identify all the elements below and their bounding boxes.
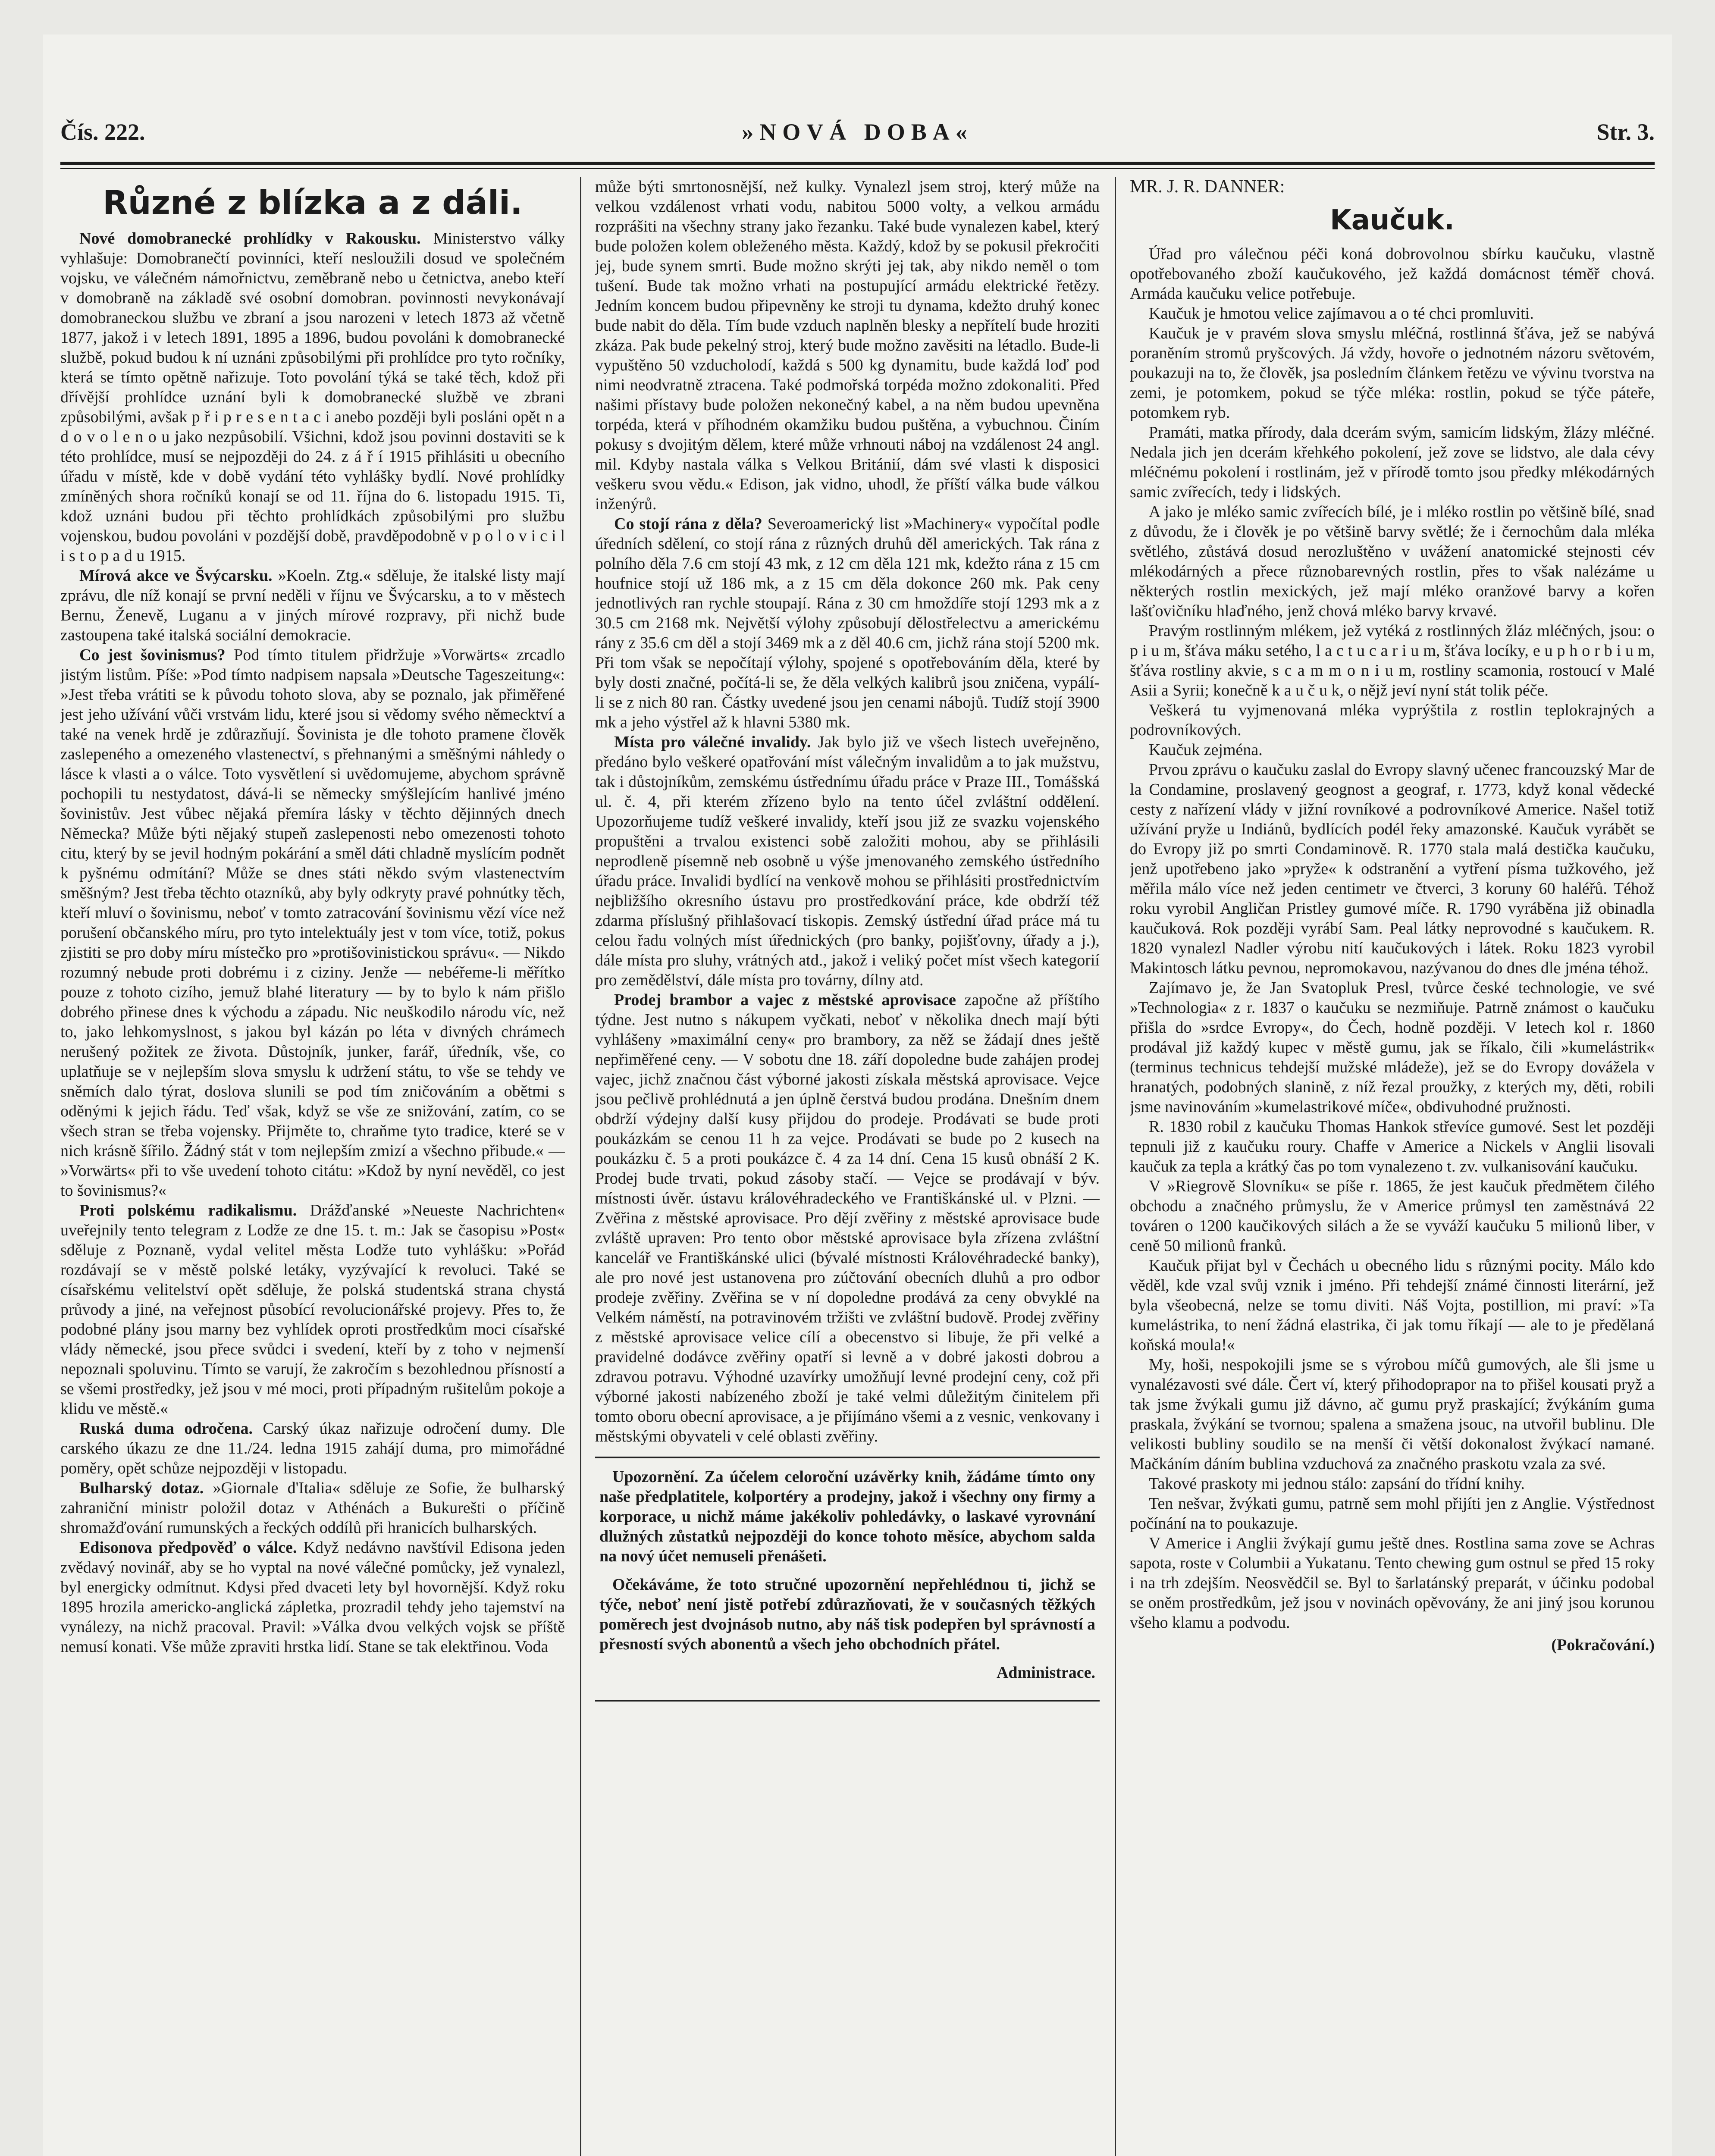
- article-paragraph: [60, 229, 565, 566]
- article-text: Pod tímto titulem přidržuje »Vorwärts« zrcadlo jistým listům. Píše: »Pod tímto nadpisem napsala »Deutsche Tageszeitung«: »Jest třeba vrátiti se k původu tohoto slova, aby se poznalo, jak přiměřené jest jeho užívání vůči vrstvám lidu, které jsou si vědomy svého německtví a také na venek hrdě je zdůrazňují. Šovinista je dle tohoto pramene člověk zaslepeného a omezeného vlastenectví, s přehnanými a směšnými náhledy o lásce k vlasti a o válce. Toto vysvětlení si uvědomujeme, abychom správně pochopili tu nestydatost, dává-li se německy smýšlejícím hanlivé jméno šovinistův. Jest vůbec nějaká přemíra lásky v těchto dějinných dnech Německa? Může býti nějaký stupeň zaslepenosti nebo omezenosti tohoto citu, který by se jevil hodným pokárání a směl dáti chladně myslícím podnět k pyšnému odmítání? Může se dnes státi někdo svým vlastenectvím směšným? Jest třeba těchto otazníků, aby byly odkryty pravé pohnútky těch, kteří mluví o šovinismu, neboť v tomto zatracování šovinismu vězí více než porušení občanského míru, pro tyto intelektuály jest v tom více, totiž, pokus zjistiti se pro doby míru místečko pro »protišovinistickou správu«. — Nikdo rozumný nebude proti dobrému i z ciziny. Jenže — nebéřeme-li měřítko pouze z tohoto cizího, jemuž blahé literatury — by to bylo k nám přišlo dobrého přinese dnes k východu a západu. Nic neuškodilo národu víc, než to, jako lehkomyslnost, s jakou byl kázán po léta v divných chrámech nerušený požitek ze života. Důstojník, junker, farář, úředník, vše, co uplatňuje se v nejlepším slova smyslu k udržení státu, to vše se tehdy ve sněmích dalo týrat, doslova slunili se pod tím zničováním a obětmi s oděnými k jejich řádu. Teď však, když se vše ze snižování, zatím, co se všech stran se třeba vojensky. Přijměte to, chraňme tyto tradice, které se v nich krásně šířilo. Žádný stát v tom nejlepším zmizí a všechno přibude.« — »Vorwärts« při to vše uvedení tohoto citátu: »Kdož by nyní nevěděl, co jest to šovinismus?«: [60, 646, 565, 1200]
- article-text: započne až příštího týdne. Jest nutno s nákupem vyčkati, neboť v několika dnech mají býti vyhlášeny »maximální ceny« pro brambory, za něž se žádají dnes ještě nepřiměřené ceny. — V sobotu dne 18. září dopoledne bude zahájen prodej vajec, jichž značnou část výborné jakosti získala městská aprovisace. Vejce jsou pečlivě prohlédnutá a jen úplně čerstvá budou prodána. Dnešním dnem obdrží výdejny další kusy přijdou do prodeje. Prodávati se bude proti poukázkám se cenou 11 h za vejce. Prodávati se bude po 2 kusech na poukázku č. 5 a proti poukázce č. 4 za 14 dní. Cena 15 kusů obnáší 2 K. Prodej bude trvati, pokud zásoby stačí. — Vejce se prodávají v býv. místnosti úvěr. ústavu královéhradeckého ve Františkánské ul. v Plzni. — Zvěřina z městské aprovisace. Pro dějí zvěřiny z městské aprovisace bude zvláště upraven: Pro tento obor městské aprovisace byla zřízena zvláštní kancelář ve Františkánské ulici (bývalé místnosti Královéhradecké banky), ale pro nové jest ustanovena pro zúčtování obecních dluhů a pro odbor prodeje zvěřiny. Zvěřina se v ní dopoledne prodává za ceny obvyklé na Velkém náměstí, na potravinovém tržišti ve zvláštní budově. Prodej zvěřiny z městské aprovisace velice cílí a obecenstvo si libuje, že při velké a pravidelné dodávce zvěřiny opatří si levně a v dobré jakosti dobrou a zdravou potravu. Výhodné uzavírky umožňují levné prodejní ceny, což při výborné jakosti nabízeného zboží je také velmi důležitým činitelem při tomto oboru obecní aprovisace, a je přijímáno všemi a z vesnic, venkovany i městskými obyvateli v celé oblasti zvěřiny.: [595, 991, 1100, 1445]
- article-heading: Bulharský dotaz.: [79, 1479, 204, 1497]
- article-paragraph: Kaučuk je hmotou velice zajímavou a o té chci promluviti.: [1149, 304, 1534, 323]
- article-heading: Edisonova předpověď o válce.: [79, 1539, 297, 1557]
- article-paragraph: My, hoši, nespokojili jsme se s výrobou míčů gumových, ale šli jsme u vynalézavosti své dále. Čert ví, který přihodoprapor na to přišel kousati pryž a tak jsme žvýkali gumu již dávno, ač gumu pryž praskající; žvýkáním guma praskala, žvýkání se tvornou; spalena a smažena jsouc, na utvořil bublinu. Dle velikosti bubliny soudilo se na menší či větší dokonalost žvýkací namané. Mačkáním dáním bublina vzduchová za značného praskotu vzala za své.: [1130, 1356, 1655, 1473]
- article-paragraph: [60, 1478, 565, 1538]
- notice-paragraph: Očekáváme, že toto stručné upozornění nepřehlédnou ti, jichž se týče, neboť není jistě potřebí zdůrazňovati, že v současných těžkých poměrech jest dvojnásob nutno, aby náš tisk podepřen byl správností a přesností svých abonentů a všech jeho obchodních přátel.: [599, 1576, 1095, 1653]
- column-left: [60, 177, 565, 2156]
- article-paragraph: [60, 1200, 565, 1419]
- article-text: »Giornale d'Italia« sděluje ze Sofie, že bulharský zahraniční ministr položil dotaz v Athénách a Bukurešti o příčině shromažďování rumunských a řeckých oddílů při hranicích bulharských.: [60, 1479, 565, 1537]
- notice-signature: Administrace.: [996, 1664, 1095, 1682]
- column-middle: [595, 177, 1100, 2156]
- article-paragraph: Veškerá tu vyjmenovaná mléka vyprýštila z rostlin teplokrajných a podrovníkových.: [1130, 701, 1655, 739]
- article-paragraph: Pramáti, matka přírody, dala dcerám svým, samicím lidským, žlázy mléčné. Nedala jich jen dcerám křehkého pokolení, jež zove se lidstvo, ale dala cévy mléčnému pokolení i rostlinám, jež v přírodě tomto jsou předky mlékodárných samic zvířecích, tedy i lidských.: [1130, 423, 1655, 501]
- article-paragraph: Kaučuk zejména.: [1149, 741, 1263, 759]
- article-paragraph: [60, 1419, 565, 1478]
- administration-notice: [595, 1457, 1100, 1702]
- article-paragraph: V »Riegrově Slovníku« se píše r. 1865, že jest kaučuk předmětem čilého obchodu a značného průmyslu, že v Americe průmysl ten zaměstnává 22 továren o 1200 kaučikových silách a že se vyváží kaučuku 5 milionů liber, v ceně 50 milionů franků.: [1130, 1177, 1655, 1255]
- article-paragraph: [595, 990, 1100, 1446]
- article-heading: Mírová akce ve Švýcarsku.: [79, 567, 273, 585]
- article-paragraph: Takové praskoty mi jednou stálo: zapsání do třídní knihy.: [1149, 1475, 1525, 1493]
- newspaper-page: [43, 34, 1672, 2156]
- column-divider: [1115, 177, 1116, 2156]
- article-text: Severoamerický list »Machinery« vypočítal podle úředních sdělení, co stojí rána z různých druhů děl amerických. Tak rána z polního děla 7.6 cm stojí 43 mk, z 12 cm děla 121 mk, kdežto rána z 15 cm houfnice stojí už 186 mk, a z 15 cm děla dokonce 260 mk. Pak ceny jednotlivých ran rychle stoupají. Rána z 30 cm hmoždíře stojí 1293 mk a z 30.5 cm 2168 mk. Největší výlohy způsobují dělostřelectvu a americkému rány z 35.6 cm děl a stojí 3469 mk a z děl 40.6 cm, jichž rána stojí 5200 mk. Při tom však se nepočítají výlohy, spojené s opotřebováním děla, které by byly dosti značné, počítá-li se, že děla velkých kalibrů jsou zničena, vypálí-li se z nich 80 ran. Částky uvedené jsou jen cenami nábojů. Tudíž stojí 3900 mk a jeho výstřel až k hlavni 5380 mk.: [595, 515, 1100, 731]
- column-divider: [580, 177, 581, 2156]
- article-paragraph: může býti smrtonosnější, než kulky. Vynalezl jsem stroj, který může na velkou vzdálenost vrhati vodu, nabitou 5000 volty, a velkou armádu rozprášiti na všechny strany jako řezanku. Také bude vynalezen kabel, který bude položen kolem obleženého města. Každý, kdož by se pokusil překročiti jej, bude synem smrti. Bude možno skrýti jej tak, aby nikdo neměl o tom tušení. Bude tak možno vrhati na postupující armádu elektrické řetězy. Jedním koncem budou připevněny ke stroji tu dynama, kdežto druhý konec bude nabit do děla. Tím bude vzduch naplněn blesky a nepřítelí bude hroziti zkáza. Pak bude pekelný stroj, který bude možno zavěsiti na létadlo. Bude-li vypuštěno 50 vzducholodí, každá s 500 kg dynamitu, bude každá loď pod nimi neodvratně ztracena. Také podmořská torpéda možno zdokonaliti. Před našimi přístavy bude položen nekonečný kabel, a na něm budou upevněna torpéda, která v příhodném okamžiku budou puštěna, a vybuchnou. Činím pokusy s dvojitým dělem, které může vrhnouti náboj na vzdálenost 24 angl. mil. Kdyby nastala válka s Velkou Británií, dám své vlasti k disposici veškeru svou vědu.« Edison, jak vidno, uhodl, že příští válka bude válkou inženýrů.: [595, 178, 1100, 513]
- article-paragraph: Kaučuk přijat byl v Čechách u obecného lidu s různými pocity. Málo kdo věděl, kde vzal svůj vznik i jméno. Při tehdejší známé činnosti literární, jež byla všeobecná, nelze se tomu diviti. Náš Vojta, postillion, mi praví: »Ta kumelástrika, to není žádná elastrika, či jak tomu říkají — ale to je předělaná koňská moula!«: [1130, 1257, 1655, 1354]
- article-paragraph: Úřad pro válečnou péči koná dobrovolnou sbírku kaučuku, vlastně opotřebovaného zboží kaučukového, jež každá domácnost téměř chová. Armáda kaučuku velice potřebuje.: [1130, 245, 1655, 303]
- article-text: Když nedávno navštívil Edisona jeden zvědavý novinář, aby se ho vyptal na nové válečné pomůcky, jež vynalezl, byl energicky odmítnut. Kdysi před dvaceti lety byl hovornější. Když roku 1895 hrozila americko-anglická zápletka, prozradil tehdy jeho tajemství na vynálezy, na nichž pracoval. Pravil: »Válka dvou velkých vojsk se příště nemusí konati. Vše může zpraviti hrstka lidí. Stane se tak elektřinou. Voda: [60, 1539, 565, 1656]
- notice-paragraph: Upozornění. Za účelem celoroční uzávěrky knih, žádáme tímto ony naše předplatitele, kolportéry a prodejny, jakož i všechny ony firmy a korporace, u nichž máme jakékoliv pohledávky, o laskavé vyrovnání dlužných zůstatků nejpozději do konce tohoto měsíce, abychom salda na nový účet nemuseli přenášeti.: [599, 1468, 1095, 1565]
- article-text: Carský úkaz nařizuje odročení dumy. Dle carského úkazu ze dne 11./24. ledna 1915 zahájí duma, pro mimořádné poměry, opět schůze nejpozději v listopadu.: [60, 1420, 565, 1477]
- article-paragraph: [60, 645, 565, 1200]
- article-heading: Místa pro válečné invalidy.: [614, 733, 811, 751]
- article-paragraph: Kaučuk je v pravém slova smyslu mléčná, rostlinná šťáva, jež se nabývá poraněním stromů pryšcových. Já vždy, hovoře o jednotném názoru světovém, poukazuji na to, že člověk, jsa posledním článkem řetězu ve vývinu tvorstva na zemi, je potomkem, pokud se týče mléka: rostlin, pokud se týče páteře, potomkem ryb.: [1130, 324, 1655, 422]
- section-title: Různé z blízka a z dáli.: [103, 183, 523, 222]
- article-paragraph: [595, 514, 1100, 732]
- article-paragraph: [60, 566, 565, 645]
- article-heading: Prodej brambor a vajec z městské aprovisace: [614, 991, 956, 1009]
- article-paragraph: [595, 732, 1100, 990]
- article-heading: Proti polskému radikalismu.: [79, 1201, 297, 1219]
- author-byline: MR. J. R. DANNER:: [1130, 177, 1285, 197]
- article-heading: Co stojí rána z děla?: [614, 515, 762, 533]
- article-title: Kaučuk.: [1330, 204, 1455, 236]
- article-paragraph: Ten nešvar, žvýkati gumu, patrně sem mohl přijíti jen z Anglie. Výstřednost počínání na to poukazuje.: [1130, 1495, 1655, 1532]
- article-paragraph: A jako je mléko samic zvířecích bílé, je i mléko rostlin po většině bílé, snad z důvodu, že i člověk je po většině barvy světlé; že i černochům dala mléka světlého, zůstává dosud nerozluštěno v uvážení anatomické stejnosti cév mlékodárných a přece různobarevných rostlin, přes to však nalézáme u některých rostlin mexických, jež mají mléko oranžové barvy a kořen lašťovičníku hlaďného, jenž chová mléko barvy krvavé.: [1130, 503, 1655, 620]
- article-text: »Koeln. Ztg.« sděluje, že italské listy mají zprávu, dle níž konají se první neděli v říjnu ve Švýcarsku, a to v městech Bernu, Ženevě, Luganu a v jiných mírové rozpravy, při nichž bude zastoupena také italská sociální demokracie.: [60, 567, 565, 644]
- article-heading: Co jest šovinismus?: [79, 646, 226, 664]
- article-text: Jak bylo již ve všech listech uveřejněno, předáno bylo veškeré opatřování míst válečným invalidům a to jak mužstvu, tak i důstojníkům, zemskému ústřednímu úřadu práce v Praze III., Tomášská ul. č. 4, při kterém zřízeno bylo na tento účel zvláštní oddělení. Upozorňujeme tudíž veškeré invalidy, kteří jsou již ze svazku vojenského propuštěni a trvalou existenci sobě založiti mohou, aby se přihlásili neprodleně písemně neb osobně u výše jmenovaného zemského ústředního úřadu práce. Invalidi bydlící na venkově mohou se přihlásiti prostřednictvím nejbližšího okresního ústavu pro prostředkování práce, kde obdrží též zdarma příslušný přihlašovací tiskopis. Zemský ústřední úřad práce má tu celou řadu volných míst úřednických (pro banky, pojišťovny, úřady a j.), dále místa pro sluhy, vrátných atd., jakož i veliký počet míst všech kategorií pro zemědělství, dále místa pro továrny, dílny atd.: [595, 733, 1100, 989]
- article-heading: Ruská duma odročena.: [79, 1420, 253, 1438]
- article-paragraph: V Americe i Anglii žvýkají gumu ještě dnes. Rostlina sama zove se Achras sapota, roste v Columbii a Yukatanu. Tento chewing gum ostnul se před 15 roky i na trh zdejším. Neosvědčil se. Byl to šarlatánský preparát, v účinku podobal se oněm prostředkům, jež jsou v novinách opěvovány, že ani jiný jsou korunou všeho klamu a podvodu.: [1130, 1534, 1655, 1632]
- masthead-title: »NOVÁ DOBA«: [742, 119, 973, 145]
- header-rule: [60, 162, 1655, 169]
- page-number: Str. 3.: [1596, 119, 1655, 145]
- article-text: Ministerstvo války vyhlašuje: Domobranečtí povinníci, kteří nesloužili dosud ve společném vojsku, ve válečném námořnictvu, zeměbraně nebo u četnictva, anebo kteří v domobraně na základě své osobní domobran. povinnosti nevykonávají domobraneckou službu ve zbraní a jsou narozeni v letech 1873 až včetně 1877, jakož i v letech 1891, 1895 a 1896, budou povoláni k domobranecké službě, pokud budou k ní uznáni způsobilými při prohlídce pro tyto ročníky, která se tímto opětně nařizuje. Toto povolání týká se také těch, kdož při dřívější prohlídce uznání byli k domobranecké službě ve zbrani způsobilými, avšak p ř i p r e s e n t a c i anebo později byli posláni opět n a d o v o l e n o u jako nezpůsobilí. Všichni, kdož jsou povinni dostaviti se k této prohlídce, musí se nejpozději do 24. z á ř í 1915 přihlásiti u obecního úřadu v místě, kde v době vydání této vyhlášky bydlí. Nové prohlídky zmíněných shora ročníků konají se od 11. října do 6. listopadu 1915. Ti, kdož uznáni budou při těchto prohlídkách způsobilými pro službu vojenskou, budou povoláni v pozdější době, pravděpodobně v p o l o v i c i l i s t o p a d u 1915.: [60, 229, 565, 565]
- article-paragraph: Prvou zprávu o kaučuku zaslal do Evropy slavný učenec francouzský Mar de la Condamine, proslavený geognost a geograf, r. 1773, když konal vědecké cesty z nařízení vlády v jižní rovníkové a podrovníkové Americe. Našel totiž užívání pryže u Indiánů, bydlících podél řeky amazonské. Kaučuk vyrábět se do Evropy již po smrti Condaminově. R. 1770 stala malá destička kaučuku, jenž upotřebeno jako »pryže« k odstranění a vytření písma tužkového, jež měřila málo více než jeden centimetr ve čtverci, 3 koruny 60 haléřů. Téhož roku vyrobil Angličan Pristley gumové míče. R. 1790 vyráběna již obinadla kaučuková. Rok později vyrábí Sam. Peal látky neprovodné s kaučukem. R. 1820 vynalezl Nadler výrobu nití kaučukových i látek. Roku 1823 vyrobil Makintosch látku pevnou, nepromokavou, nazývanou do dnes dle jména téhož.: [1130, 761, 1655, 977]
- article-paragraph: Pravým rostlinným mlékem, jež vytéká z rostlinných žláz mléčných, jsou: o p i u m, šťáva máku setého, l a c t u c a r i u m, šťáva locíky, e u p h o r b i u m, šťáva rostliny akvie, s c a m m o n i u m, rostliny scamonia, rostoucí v Malé Asii a Syrii; konečně k a u č u k, o nějž jeví nyní stát tolik péče.: [1130, 622, 1655, 699]
- continued-note: (Pokračování.): [1551, 1636, 1655, 1654]
- page-header: [60, 119, 1655, 153]
- issue-number: Čís. 222.: [60, 119, 145, 145]
- article-text: Drážďanské »Neueste Nachrichten« uveřejnily tento telegram z Lodže ze dne 15. t. m.: Jak se časopisu »Post« sděluje z Poznaně, vydal velitel města Lodže tuto vyhlášku: »Pořád rozdávají se v městě polské letáky, vyzývající k revoluci. Také se císařskému velitelství opět sděluje, že polská studentská strana chystá průvody a jiné, na veřejnost působící revolucionářské projevy. Přes to, že podobné plány jsou marny bez vyhlídek oproti prostředkům moci císařské vlády německé, jsou přece svůdci i svedení, kteří by z toho v nejmenší nepoznali spoluvinu. Tímto se varují, že zakročím s bezohlednou přísností a se všemi prostředky, jež jsou v mé moci, proti případným rušitelům pokoje a klidu ve městě.«: [60, 1201, 565, 1418]
- article-heading: Nové domobranecké prohlídky v Rakousku.: [79, 229, 421, 248]
- column-right: [1130, 177, 1655, 2156]
- article-paragraph: Zajímavo je, že Jan Svatopluk Presl, tvůrce české technologie, ve své »Technologia« z r. 1837 o kaučuku se nezmiňuje. Patrně známost o kaučuku přišla do »srdce Evropy«, do Čech, hodně později. V letech kol r. 1860 prodával již každý kupec v městě gumu, jak se říkalo, čili »kumelástrik« (terminus technicus tehdejší mužské mládeže), jež se do Evropy dovážela v hranatých, podobných slanině, z níž řezal proužky, z kterých my, děti, robili jsme navinováním »kumelastrikové míče«, obdivuhodné pružnosti.: [1130, 979, 1655, 1116]
- article-paragraph: R. 1830 robil z kaučuku Thomas Hankok střevíce gumové. Sest let později tepnuli již z kaučuku roury. Chaffe v Americe a Nickels v Anglii lisovali kaučuk za tepla a krátký čas po tom vynalezeno t. zv. vulkanisování kaučuku.: [1130, 1118, 1655, 1175]
- article-paragraph: [60, 1538, 565, 1657]
